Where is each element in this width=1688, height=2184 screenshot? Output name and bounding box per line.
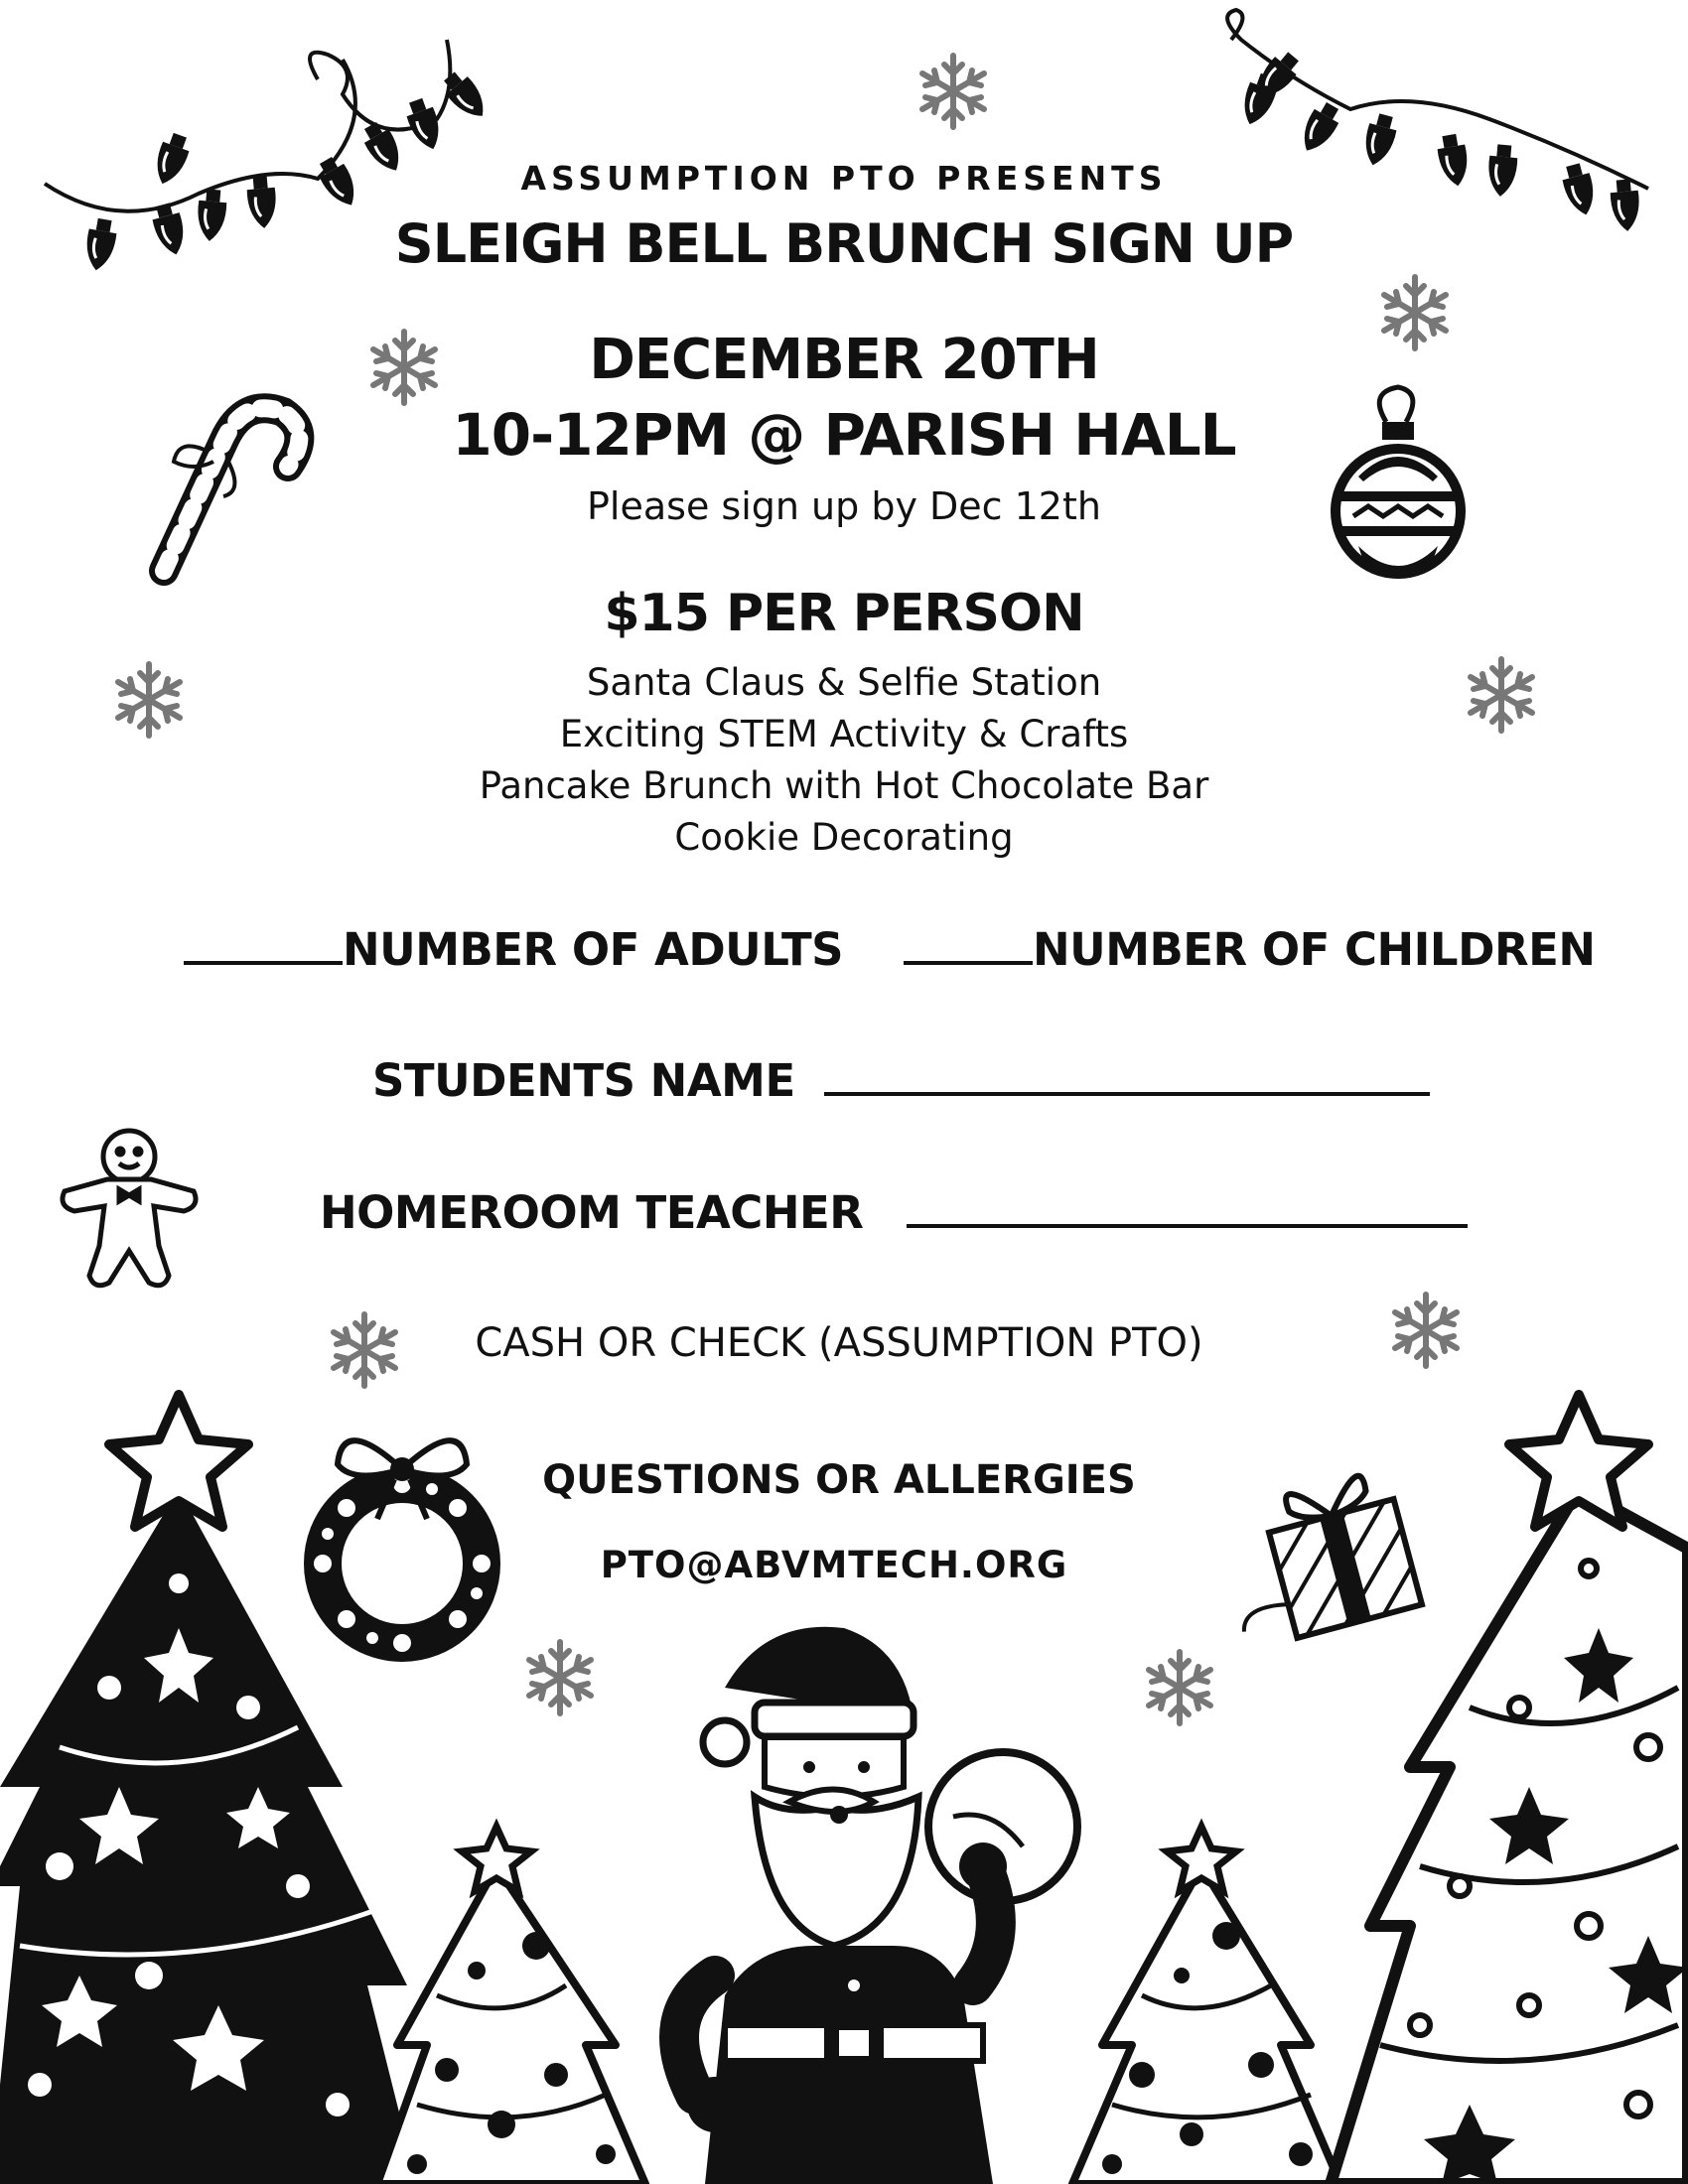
- children-blank[interactable]: [904, 961, 1033, 965]
- santa-claus-icon: [679, 1627, 1077, 2184]
- feature-item: Exciting STEM Activity & Crafts: [559, 713, 1129, 755]
- event-time-location: 10-12PM @ PARISH HALL: [452, 401, 1236, 469]
- adults-label: NUMBER OF ADULTS: [343, 923, 844, 976]
- homeroom-teacher-blank[interactable]: [907, 1224, 1468, 1228]
- homeroom-teacher-field: [320, 1186, 1468, 1239]
- gingerbread-man-icon: [63, 1131, 196, 1286]
- star-icon: [462, 1827, 531, 1891]
- feature-item: Santa Claus & Selfie Station: [586, 661, 1102, 704]
- contact-email[interactable]: PTO@ABVMTECH.ORG: [600, 1544, 1068, 1586]
- student-name-label: STUDENTS NAME: [372, 1054, 795, 1107]
- feature-list: [0, 657, 1688, 864]
- snowflake-icon: [529, 1642, 591, 1713]
- feature-item: Cookie Decorating: [674, 816, 1014, 859]
- children-field: [904, 923, 1596, 976]
- student-name-blank[interactable]: [824, 1092, 1430, 1096]
- price: $15 PER PERSON: [604, 584, 1084, 643]
- event-title: SLEIGH BELL BRUNCH SIGN UP: [394, 212, 1294, 275]
- questions-heading: QUESTIONS OR ALLERGIES: [542, 1457, 1136, 1503]
- adults-blank[interactable]: [184, 961, 343, 965]
- adults-field: [184, 923, 843, 976]
- star-icon: [1167, 1827, 1236, 1891]
- snowflake-icon: [1149, 1652, 1210, 1723]
- snowflake-icon: [922, 56, 984, 127]
- homeroom-teacher-label: HOMEROOM TEACHER: [320, 1186, 864, 1239]
- signup-deadline: Please sign up by Dec 12th: [587, 484, 1101, 528]
- string-lights-icon: [1227, 10, 1648, 232]
- feature-item: Pancake Brunch with Hot Chocolate Bar: [479, 764, 1209, 807]
- children-label: NUMBER OF CHILDREN: [1033, 923, 1596, 976]
- presenter-line: ASSUMPTION PTO PRESENTS: [520, 159, 1168, 198]
- christmas-tree-icon: [1072, 1827, 1340, 2184]
- event-date: DECEMBER 20TH: [589, 328, 1099, 392]
- student-name-field: [372, 1054, 1430, 1107]
- payment-info: CASH OR CHECK (ASSUMPTION PTO): [475, 1320, 1203, 1366]
- christmas-tree-icon: [377, 1827, 645, 2184]
